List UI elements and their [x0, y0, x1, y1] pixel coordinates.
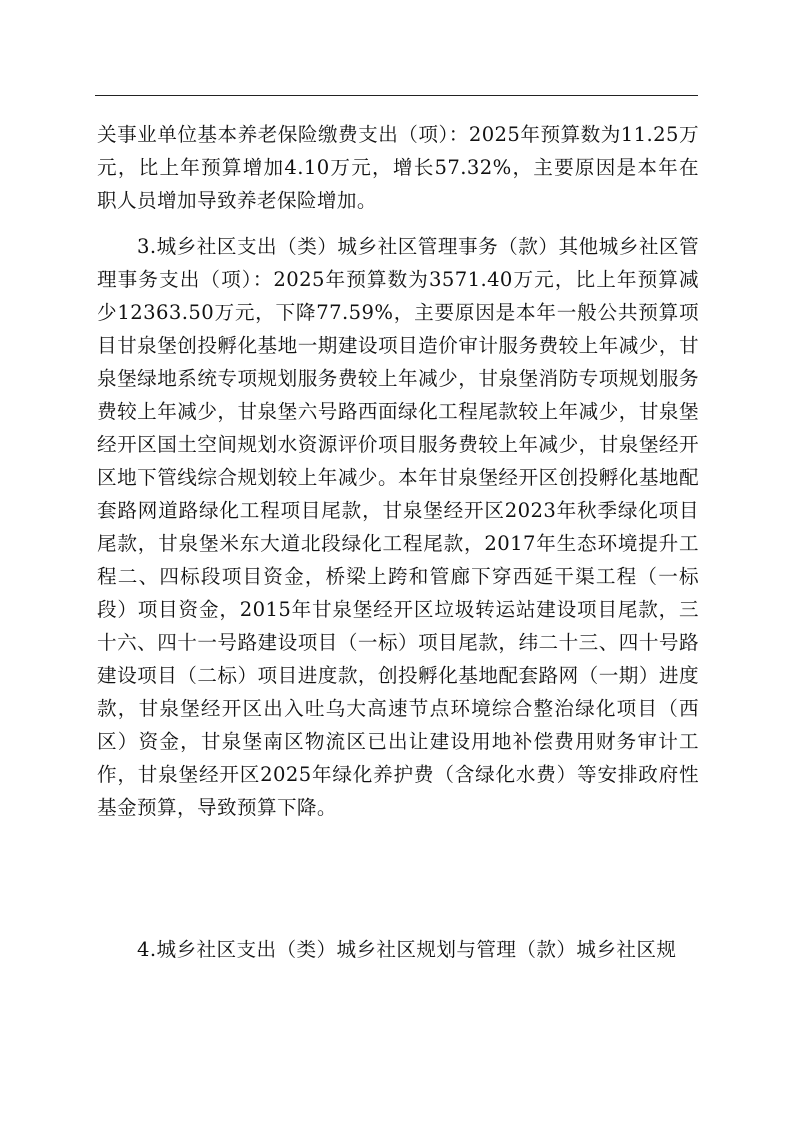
header-rule	[95, 95, 698, 96]
paragraph-community-management-expense: 3.城乡社区支出（类）城乡社区管理事务（款）其他城乡社区管理事务支出（项）：2025年预算数为3571.40万元，比上年预算减少12363.50万元，下降77.59%，主要原因是本年一般公共预算项目甘泉堡创投孵化基地一期建设项目造价审计服务费较上年减少，甘泉堡绿地系统专项规划服务费较上年减少，甘泉堡消防专项规划服务费较上年减少，甘泉堡六号路西面绿化工程尾款较上年减少，甘泉堡经开区国土空间规划水资源评价项目服务费较上年减少，甘泉堡经开区地下管线综合规划较上年减少。本年甘泉堡经开区创投孵化基地配套路网道路绿化工程项目尾款，甘泉堡经开区2023年秋季绿化项目尾款，甘泉堡米东大道北段绿化工程尾款，2017年生态环境提升工程二、四标段项目资金，桥梁上跨和管廊下穿西延干渠工程（一标段）项目资金，2015年甘泉堡经开区垃圾转运站建设项目尾款，三十六、四十一号路建设项目（一标）项目尾款，纬二十三、四十号路建设项目（二标）项目进度款，创投孵化基地配套路网（一期）进度款，甘泉堡经开区出入吐乌大高速节点环境综合整治绿化项目（西区）资金，甘泉堡南区物流区已出让建设用地补偿费用财务审计工作，甘泉堡经开区2025年绿化养护费（含绿化水费）等安排政府性基金预算，导致预算下降。	[97, 235, 699, 819]
paragraph-pension-expense: 关事业单位基本养老保险缴费支出（项）：2025年预算数为11.25万元，比上年预算增加4.10万元，增长57.32%，主要原因是本年在职人员增加导致养老保险增加。	[97, 123, 699, 212]
paragraph-community-planning-expense: 4.城乡社区支出（类）城乡社区规划与管理（款）城乡社区规	[137, 938, 677, 961]
